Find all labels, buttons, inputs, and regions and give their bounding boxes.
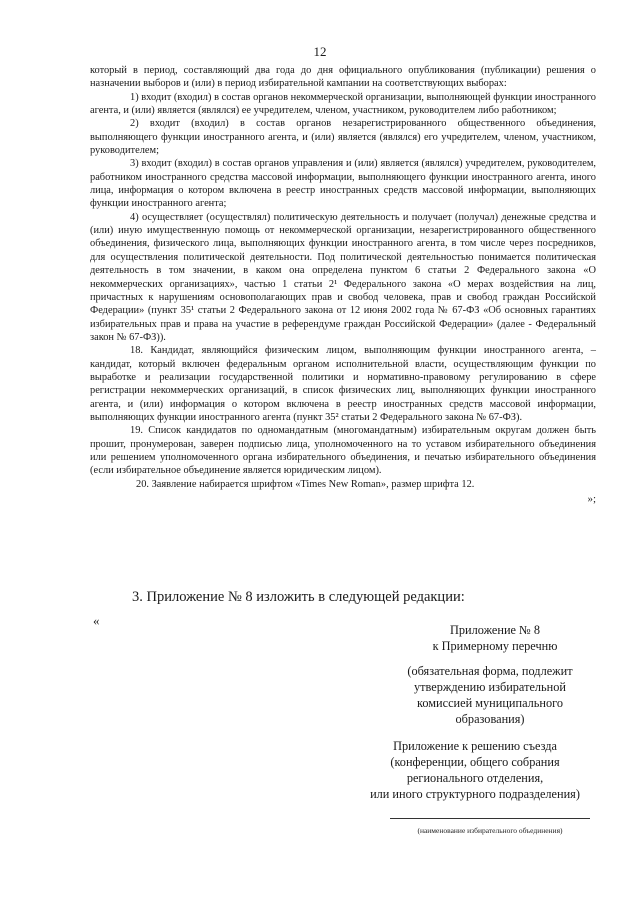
signature-line — [390, 818, 590, 819]
appendix-title-line: Приложение № 8 — [449, 623, 541, 637]
decision-line: (конференции, общего собрания — [390, 755, 560, 769]
note-line: комиссией муниципального — [417, 696, 563, 710]
note-line: образования) — [455, 712, 525, 726]
intro-paragraph: который в период, составляющий два года до дня официального опубликования (публикации) решения о назначении выборов и (или) в период избирательной кампании на соответствующих выборах: — [90, 65, 596, 90]
item-19: 19. Список кандидатов по одномандатным (многомандатным) избирательным округам должен быть прошит, пронумерован, заверен подписью лица, уполномоченного на то уставом избирательного объединения или решением уполномоченного органа избирательного объединения, и печатью избирательного объединения (если избирательное объединение является юридическим лицом). — [90, 425, 596, 477]
item-4: 4) осуществляет (осуществлял) политическую деятельность и получает (получал) денежные средства и (или) иную имущественную помощь от некоммерческой организации, незарегистрированного общественного объединения, физического лица, выполняющих функции иностранного агента, в том числе через посредников, для осуществления политической деятельности. Под политической деятельностью понимается политическая деятельность в том значении, в каком она определена пунктом 6 статьи 2 Федерального закона «О некоммерческих организациях», частью 1 статьи 2¹ Федерального закона «О мерах воздействия на лиц, причастных к нарушениям основополагающих прав и свобод человека, прав и свобод граждан Российской Федерации» (пункт 35¹ статьи 2 Федерального закона от 12 июня 2002 года № 67-ФЗ «Об основных гарантиях избирательных прав и права на участие в референдуме граждан Российской Федерации» (далее - Федеральный закон № 67-ФЗ)). — [90, 211, 596, 343]
note-line: (обязательная форма, подлежит — [407, 664, 573, 678]
item-2: 2) входит (входил) в состав органов незарегистрированного общественного объединения, выполняющего функции иностранного агента, и (или) является (являлся) его учредителем, членом, участником, руководителем; — [90, 118, 596, 157]
item-20: 20. Заявление набирается шрифтом «Times New Roman», размер шрифта 12. — [136, 478, 475, 490]
signature-caption: (наименование избирательного объединения) — [417, 826, 563, 835]
decision-line: Приложение к решению съезда — [393, 739, 557, 753]
item-1: 1) входит (входил) в состав органов некоммерческой организации, выполняющей функции иностранного агента, и (или) является (являлся) ее учредителем, членом, участником, руководителем либо работником; — [90, 91, 596, 117]
appendix-title-line: к Примерному перечню — [432, 639, 558, 653]
document-body — [90, 64, 596, 506]
mandatory-form-note — [392, 663, 588, 727]
item-3: 3) входит (входил) в состав органов управления и (или) является (являлся) учредителем, руководителем, работником иностранного средства массовой информации, выполняющего функции иностранного агента, иного лица, информация о котором включена в реестр иностранных средств массовой информации, выполняющих функции иностранного агента; — [90, 158, 596, 210]
decision-line: регионального отделения, — [406, 771, 544, 785]
section-heading: 3. Приложение № 8 изложить в следующей редакции: — [132, 589, 465, 605]
item-18: 18. Кандидат, являющийся физическим лицом, выполняющим функции иностранного агента, – кандидат, который включен федеральным органом исполнительной власти, осуществляющим функции по выработке и реализации государственной политики и нормативно-правовому регулированию в сфере регистрации некоммерческих организаций, в список физических лиц, выполняющих функции иностранного агента, и (или) информация о котором включена в реестр иностранных средств массовой информации, выполняющих функции иностранного агента (пункт 35² статьи 2 Федерального закона № 67-ФЗ). — [90, 345, 596, 423]
decision-appendix-block — [350, 738, 600, 802]
appendix-title — [405, 622, 585, 654]
page-number: 12 — [313, 44, 327, 59]
closing-quote-mark: »; — [587, 493, 596, 505]
note-line: утверждению избирательной — [414, 680, 566, 694]
opening-quote-mark: « — [93, 613, 100, 628]
decision-line: или иного структурного подразделения) — [370, 787, 580, 801]
